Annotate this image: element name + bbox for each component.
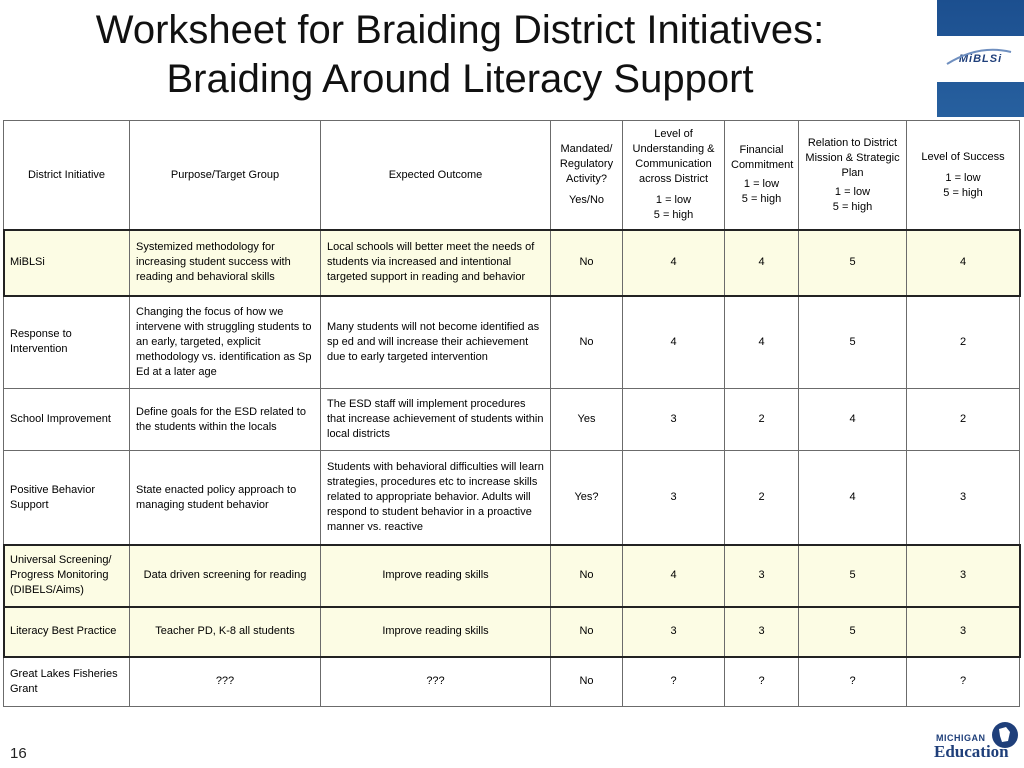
cell-initiative: Literacy Best Practice — [4, 607, 130, 657]
table-row — [4, 389, 1020, 451]
table-row — [4, 607, 1020, 657]
header-success-scale-low: 1 = low — [945, 171, 981, 184]
cell-success: 4 — [907, 230, 1020, 296]
table-row — [4, 230, 1020, 296]
table-row — [4, 296, 1020, 389]
header-relation-label: Relation to District Mission & Strategic Plan — [805, 136, 900, 179]
title-line-1: Worksheet for Braiding District Initiatives: — [95, 8, 825, 52]
cell-financial: 2 — [725, 389, 799, 451]
cell-mandated: No — [551, 657, 623, 707]
worksheet-table — [3, 120, 1020, 707]
slide-title — [20, 6, 900, 104]
header-relation — [799, 121, 907, 230]
cell-financial: 4 — [725, 230, 799, 296]
cell-mandated: Yes? — [551, 451, 623, 545]
cell-purpose: ??? — [130, 657, 321, 707]
michigan-logo-small-text: MICHIGAN — [936, 733, 986, 743]
cell-relation: 5 — [799, 296, 907, 389]
cell-success: ? — [907, 657, 1020, 707]
slide-number: 16 — [10, 745, 27, 762]
header-understanding-scale-high: 5 = high — [653, 209, 694, 221]
cell-outcome: Improve reading skills — [321, 607, 551, 657]
cell-initiative: School Improvement — [4, 389, 130, 451]
cell-purpose: Changing the focus of how we intervene with struggling students to an early, targeted, explicit methodology vs. identification as Sp Ed at a later age — [130, 296, 321, 389]
cell-purpose: Systemized methodology for increasing student success with reading and behavioral skills — [130, 230, 321, 296]
cell-purpose: Define goals for the ESD related to the students within the locals — [130, 389, 321, 451]
cell-relation: 4 — [799, 389, 907, 451]
cell-success: 3 — [907, 545, 1020, 607]
cell-understanding: 3 — [623, 607, 725, 657]
cell-purpose: Teacher PD, K-8 all students — [130, 607, 321, 657]
cell-mandated: Yes — [551, 389, 623, 451]
cell-mandated: No — [551, 296, 623, 389]
cell-financial: 4 — [725, 296, 799, 389]
header-success-label: Level of Success — [921, 150, 1005, 163]
mibls-logo-band — [937, 36, 1024, 82]
cell-financial: ? — [725, 657, 799, 707]
cell-understanding: 4 — [623, 296, 725, 389]
header-purpose: Purpose/Target Group — [130, 121, 321, 230]
table-row — [4, 451, 1020, 545]
cell-mandated: No — [551, 545, 623, 607]
cell-relation: ? — [799, 657, 907, 707]
cell-outcome: Many students will not become identified as sp ed and will increase their achievement due to early targeted intervention — [321, 296, 551, 389]
cell-mandated: No — [551, 607, 623, 657]
header-understanding-label: Level of Understanding & Communication across District — [632, 128, 715, 185]
cell-financial: 3 — [725, 607, 799, 657]
cell-relation: 5 — [799, 607, 907, 657]
cell-relation: 5 — [799, 230, 907, 296]
cell-mandated: No — [551, 230, 623, 296]
header-outcome: Expected Outcome — [321, 121, 551, 230]
cell-financial: 3 — [725, 545, 799, 607]
header-financial-scale-high: 5 = high — [741, 193, 782, 205]
cell-outcome: Students with behavioral difficulties will learn strategies, procedures etc to increase skills related to appropriate behavior. Adults will respond to student behavior in a proactive manner vs. reactive — [321, 451, 551, 545]
cell-success: 3 — [907, 451, 1020, 545]
cell-understanding: 4 — [623, 545, 725, 607]
cell-understanding: 3 — [623, 389, 725, 451]
cell-initiative: Universal Screening/ Progress Monitoring (DIBELS/Aims) — [4, 545, 130, 607]
header-mandated — [551, 121, 623, 230]
header-understanding — [623, 121, 725, 230]
header-success — [907, 121, 1020, 230]
cell-outcome: Improve reading skills — [321, 545, 551, 607]
header-mandated-scale: Yes/No — [568, 194, 605, 206]
header-financial — [725, 121, 799, 230]
table-row — [4, 545, 1020, 607]
header-relation-scale-high: 5 = high — [832, 200, 873, 213]
header-financial-label: Financial Commitment — [731, 144, 794, 171]
cell-purpose: State enacted policy approach to managing student behavior — [130, 451, 321, 545]
header-relation-scale-low: 1 = low — [834, 185, 871, 198]
cell-initiative: Positive Behavior Support — [4, 451, 130, 545]
title-line-2: Braiding Around Literacy Support — [166, 57, 754, 101]
cell-initiative: MiBLSi — [4, 230, 130, 296]
header-financial-scale-low: 1 = low — [743, 178, 780, 190]
swoosh-icon — [943, 42, 1015, 72]
cell-initiative: Great Lakes Fisheries Grant — [4, 657, 130, 707]
cell-financial: 2 — [725, 451, 799, 545]
cell-outcome: Local schools will better meet the needs of students via increased and intentional targeted support in reading and behavior — [321, 230, 551, 296]
header-row — [4, 121, 1020, 230]
cell-understanding: 3 — [623, 451, 725, 545]
cell-success: 3 — [907, 607, 1020, 657]
cell-outcome: The ESD staff will implement procedures that increase achievement of students within local districts — [321, 389, 551, 451]
cell-success: 2 — [907, 389, 1020, 451]
cell-success: 2 — [907, 296, 1020, 389]
michigan-education-logo — [930, 718, 1022, 766]
cell-outcome: ??? — [321, 657, 551, 707]
header-understanding-scale-low: 1 = low — [655, 194, 692, 206]
header-mandated-label: Mandated/ Regulatory Activity? — [559, 143, 614, 185]
cell-understanding: 4 — [623, 230, 725, 296]
header-success-scale-high: 5 = high — [943, 186, 983, 199]
cell-relation: 5 — [799, 545, 907, 607]
michigan-logo-big-text: Education — [934, 742, 1009, 761]
header-initiative: District Initiative — [4, 121, 130, 230]
mibls-logo-text: MiBLSi — [958, 53, 1003, 65]
table-row — [4, 657, 1020, 707]
cell-purpose: Data driven screening for reading — [130, 545, 321, 607]
mibls-logo — [937, 0, 1024, 117]
cell-initiative: Response to Intervention — [4, 296, 130, 389]
cell-understanding: ? — [623, 657, 725, 707]
cell-relation: 4 — [799, 451, 907, 545]
